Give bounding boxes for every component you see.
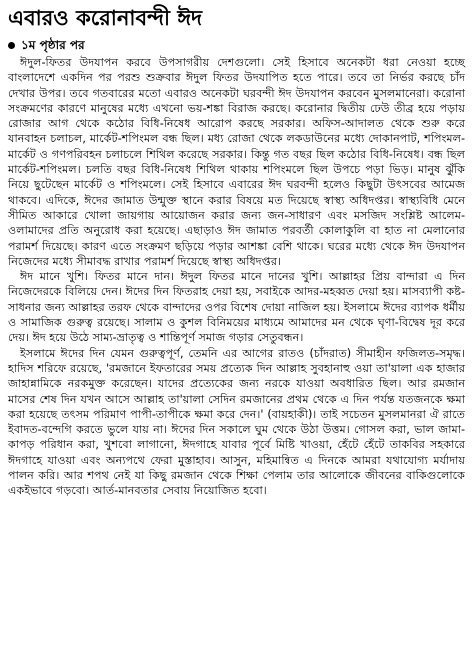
bullet-icon bbox=[8, 42, 15, 49]
article-paragraph-2: ঈদ মানে খুশি। ফিতর মানে দান। ঈদুল ফিতর মানে দানের খুশি। আল্লাহর প্রিয় বান্দারা এ দিন নিজেদেরকে বিলিয়ে দেন। ঈদের দিন ফিতরাহ দেয়া হয়, সবাইকে আদর-মহব্বত দেয়া হয়। মাসব্যাপী কষ্ট-সাধনার জন্য আল্লাহর তরফ থেকে বান্দাদের ওপর বিশেষ দোয়া নাজিল হয়। ইসলামে ঈদের ব্যাপক ধর্মীয় ও সামাজিক গুরুত্ব রয়েছে। সালাম ও কুশল বিনিময়ের মাধ্যমে আমাদের মন থেকে ঘৃণা-বিদ্বেষ দূর করে দেয়। ঈদ হয়ে উঠে সাম্য-ভ্রাতৃত্ব ও শান্তিপূর্ণ সমাজ গড়ার সেতুবন্ধন। bbox=[8, 270, 465, 345]
article-paragraph-1: ঈদুল-ফিতর উদযাপন করবে উপসাগরীয় দেশগুলো। সেই হিসাবে অনেকটা ধরা নেওয়া হচ্ছে বাংলাদেশে একদিন পর পরশু শুক্রবার ঈদুল ফিতর উদযাপিত হতে পারে। তবে তা নির্ভর করছে চাঁদ দেখার উপর। তবে গতবারের মতো এবারও অনেকটা ঘরবন্দী ঈদ উদযাপন করবেন মুসলমানেরা। করোনা সংক্রমণের কারণে মানুষের মধ্যে এখনো ভয়-শঙ্কা বিরাজ করছে। করোনার দ্বিতীয় ঢেউ তীব্র হয়ে পড়ায় রোজার আগ থেকে কঠোর বিধি-নিষেধ আরোপ করছে সরকার। অফিস-আদালত থেকে শুরু করে যানবাহন চলাচল, মার্কেট-শপিংমল বন্ধ ছিল। মধ্য রোজা থেকে লকডাউনের মধ্যে দোকানপাট, শপিংমল-মার্কেট ও গণপরিবহন চলাচলে শিথিল করেছে সরকার। কিন্তু গত বছর ছিল কঠোর বিধি-নিষেধ। বন্ধ ছিল মার্কেট-শপিংমল। চলতি বছর বিধি-নিষেধ শিথিল থাকায় শপিংমলে ছিল উপচে পড়া ভিড়। মানুষ ঝুঁকি নিয়ে ছুটেছেন মার্কেট ও শপিংমলে। সেই হিসাবে এবারের ঈদ ঘরবন্দী হলেও কিছুটা উৎসবের আমেজ থাকবে। এদিকে, ঈদের জামাত উন্মুক্ত স্থানে করার বিষয়ে মত দিয়েছে স্বাস্থ্য অধিদপ্তর। স্বাস্থ্যবিধি মেনে সীমিত আকারে খোলা জায়গায় আয়োজন করার জন্য জন-সাধারণ এবং মসজিদ সংশ্লিষ্ট আলেম-ওলামাদের প্রতি অনুরোধ করা হয়েছে। এছাড়াও ঈদ জামাত পরবর্তী কোলাকুলি বা হাত না মেলানোর পরামর্শ দিয়েছে। কারণ এতে সংক্রমণ ছড়িয়ে পড়ার আশঙ্কা বেশি থাকে। ঘরের মধ্যে থেকে ঈদ উদযাপন নিজেদের মধ্যে সীমাবদ্ধ রাখার পরামর্শ দিয়েছে স্বাস্থ্য অধিদপ্তর। bbox=[8, 56, 465, 268]
continued-from-label: ১ম পৃষ্ঠার পর bbox=[21, 38, 85, 52]
continued-from-line bbox=[8, 38, 465, 53]
article-headline: এবারও করোনাবন্দী ঈদ bbox=[8, 6, 203, 30]
article-paragraph-3: ইসলামে ঈদের দিন যেমন গুরুত্বপূর্ণ, তেমনি এর আগের রাতও (চাঁদরাত) সীমাহীন ফজিলত-সমৃদ্ধ। হাদিস শরিফে রয়েছে, 'রমজানে ইফতারের সময় প্রত্যেক দিন আল্লাহ সুবহানাহু ওয়া তা'য়ালা এক হাজার জাহান্নামিকে নরকমুক্ত করেছেন। যাদের প্রত্যেকের জন্য নরকে যাওয়া অবধারিত ছিল। আর রমজান মাসের শেষ দিন যখন আসে আল্লাহ তা'য়ালা সেদিন রমজানের প্রথম থেকে এ দিন পর্যন্ত যতজনকে ক্ষমা করা হয়েছে তৎসম পরিমাণ পাপী-তাপীকে ক্ষমা করে দেন।' (বায়হাকী)। তাই সচেতন মুসলমানরা ঐ রাতে ইবাদত-বন্দেগি করতে ভুলে যায় না। ঈদের দিন সকালে ঘুম থেকে উঠা উত্তম। গোসল করা, ভাল জামা-কাপড় পরিধান করা, খুশবো লাগানো, ঈদগাহে যাবার পূর্বে মিষ্টি খাওয়া, হেঁটে হেঁটে তাকবির সহকারে ঈদগাহে যাওয়া এবং অন্যপথে ফেরা মুস্তাহাব। আসুন, মহিমান্বিত এ দিনকে আমরা যথাযোগ্য মর্যাদায় পালন করি। আর শপথ নেই যা কিছু রমজান থেকে শিক্ষা পেলাম তার আলোকে জীবনের বাকিগুলোকে একইভাবে গড়বো। আর্ত-মানবতার সেবায় নিয়োজিত হবো। bbox=[8, 346, 465, 498]
article-body bbox=[8, 55, 465, 499]
